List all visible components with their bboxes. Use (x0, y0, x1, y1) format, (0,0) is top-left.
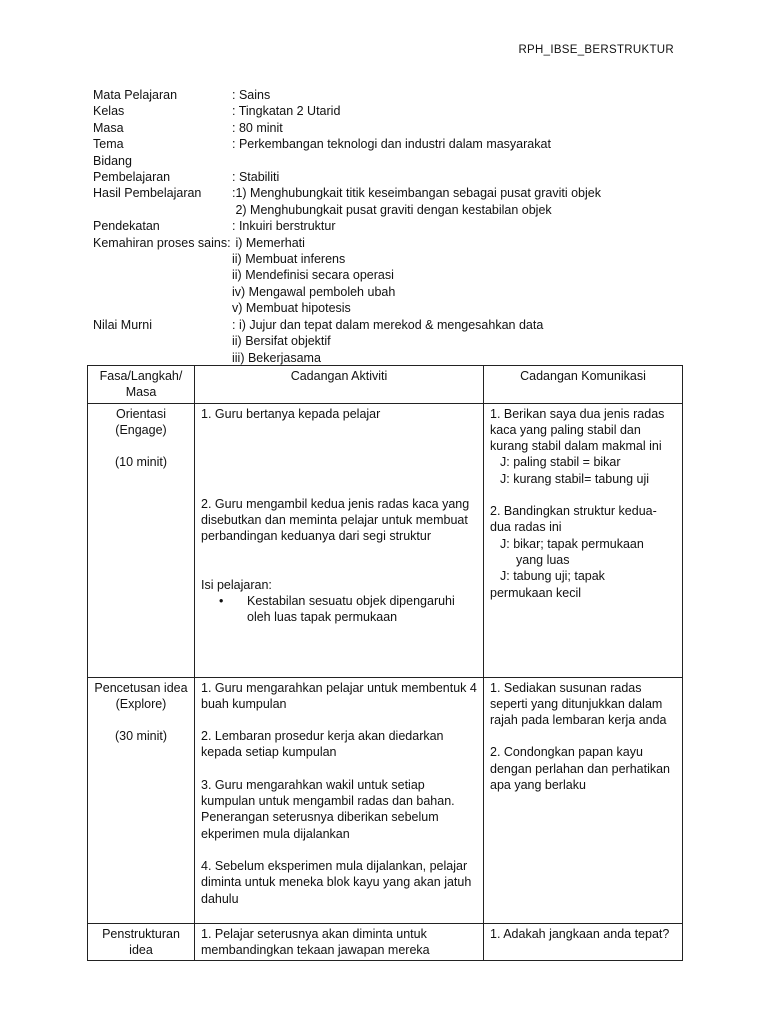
document-code: RPH_IBSE_BERSTRUKTUR (518, 44, 674, 56)
table-row-penstrukturan (88, 923, 683, 961)
header-communication: Cadangan Komunikasi (484, 366, 683, 404)
meta-value: : Stabiliti (232, 170, 280, 185)
answer-line: yang luas (516, 552, 570, 567)
meta-label: Pendekatan (93, 219, 160, 234)
meta-row (93, 251, 693, 267)
meta-row (93, 300, 693, 316)
activity-item: 1. Pelajar seterusnya akan diminta untuk membandingkan tekaan jawapan mereka (201, 926, 430, 957)
bullet-icon: • (219, 594, 224, 609)
meta-value: ii) Bersifat objektif (232, 334, 331, 349)
meta-row (93, 235, 693, 251)
activity-item: 2. Guru mengambil kedua jenis radas kaca yang disebutkan dan meminta pelajar untuk membuat perbandingan keduanya dari segi struktur (201, 496, 470, 544)
phase-cell (88, 403, 195, 677)
meta-label (93, 300, 232, 316)
meta-row (93, 284, 693, 300)
meta-row (93, 218, 693, 234)
communication-cell (484, 403, 683, 677)
answer-line: J: kurang stabil= tabung uji (500, 471, 650, 486)
activity-cell (195, 923, 484, 961)
meta-row (93, 202, 693, 218)
meta-row (93, 317, 693, 333)
meta-value: ii) Mendefinisi secara operasi (232, 268, 394, 283)
meta-row (93, 103, 693, 119)
meta-label: Tema (93, 137, 124, 152)
meta-row (93, 153, 693, 169)
answer-line: J: paling stabil = bikar (500, 455, 621, 470)
answer-line: J: bikar; tapak permukaan (500, 536, 644, 551)
activity-item: 1. Guru bertanya kepada pelajar (201, 406, 381, 421)
communication-item: 1. Sediakan susunan radas seperti yang ditunjukkan dalam rajah pada lembaran kerja anda (490, 680, 667, 728)
answer-line: permukaan kecil (490, 585, 582, 600)
phase-english: (Explore) (115, 696, 167, 711)
meta-row (93, 87, 693, 103)
meta-value: : Inkuiri berstruktur (232, 219, 336, 234)
lesson-content-label: Isi pelajaran: (201, 577, 272, 592)
lesson-metadata (93, 87, 693, 366)
phase-cell (88, 923, 195, 961)
meta-value: :1) Menghubungkait titik keseimbangan sebagai pusat graviti objek (232, 186, 601, 201)
meta-value: : Sains (232, 88, 271, 102)
meta-row (93, 185, 693, 201)
header-phase: Fasa/Langkah/ Masa (88, 366, 195, 404)
meta-value: iv) Mengawal pemboleh ubah (232, 284, 396, 299)
meta-label: Kelas (93, 104, 125, 119)
communication-item: 2. Bandingkan struktur kedua-dua radas ini (490, 504, 657, 535)
meta-value: iii) Bekerjasama (232, 350, 321, 365)
phase-english: (Engage) (115, 422, 167, 437)
meta-label (93, 202, 232, 218)
meta-label: Pembelajaran (93, 170, 171, 185)
meta-value: v) Membuat hipotesis (232, 301, 351, 316)
communication-item: 2. Condongkan papan kayu dengan perlahan dan perhatikan apa yang berlaku (490, 745, 671, 793)
meta-label: Masa (93, 120, 124, 135)
meta-label: Kemahiran proses sains: (93, 235, 231, 250)
meta-label (93, 267, 232, 283)
activity-cell (195, 677, 484, 923)
meta-row (93, 350, 693, 366)
meta-value: : Perkembangan teknologi dan industri dalam masyarakat (232, 137, 551, 152)
header-activity: Cadangan Aktiviti (195, 366, 484, 404)
meta-label (93, 284, 232, 300)
table-row-pencetusan (88, 677, 683, 923)
table-row-orientasi (88, 403, 683, 677)
activity-item: 1. Guru mengarahkan pelajar untuk membentuk 4 buah kumpulan (201, 680, 477, 711)
activity-item: 2. Lembaran prosedur kerja akan diedarkan kepada setiap kumpulan (201, 729, 444, 760)
meta-value: ii) Membuat inferens (232, 252, 346, 267)
meta-row (93, 333, 693, 349)
communication-item: 1. Adakah jangkaan anda tepat? (490, 926, 670, 941)
meta-row (93, 169, 693, 185)
communication-item: 1. Berikan saya dua jenis radas kaca yang paling stabil dan kurang stabil dalam makmal ini (490, 406, 665, 454)
table-header-row (88, 366, 683, 404)
meta-label (93, 350, 232, 366)
meta-value: i) Memerhati (232, 235, 305, 250)
meta-value: : 80 minit (232, 120, 283, 135)
meta-label: Nilai Murni (93, 317, 153, 332)
meta-row (93, 267, 693, 283)
meta-value (232, 153, 693, 169)
phase-name: Orientasi (115, 406, 167, 421)
meta-label (93, 333, 232, 349)
activity-item: 3. Guru mengarahkan wakil untuk setiap kumpulan untuk mengambil radas dan bahan. Penerangan seterusnya diberikan sebelum ekperimen mula dijalankan (201, 777, 455, 841)
phase-time: (30 minit) (114, 729, 168, 744)
lesson-plan-table (87, 365, 683, 961)
bullet-item (201, 593, 477, 626)
bullet-text: Kestabilan sesuatu objek dipengaruhi oleh luas tapak permukaan (247, 594, 455, 625)
meta-label: Bidang (93, 153, 132, 168)
meta-value: : Tingkatan 2 Utarid (232, 104, 341, 119)
meta-label (93, 251, 232, 267)
meta-value: 2) Menghubungkait pusat graviti dengan kestabilan objek (232, 202, 552, 217)
activity-item: 4. Sebelum eksperimen mula dijalankan, pelajar diminta untuk meneka blok kayu yang akan jatuh dahulu (201, 858, 472, 906)
communication-cell (484, 923, 683, 961)
communication-cell (484, 677, 683, 923)
meta-value: : i) Jujur dan tepat dalam merekod & mengesahkan data (232, 317, 544, 332)
phase-cell (88, 677, 195, 923)
phase-name: Pencetusan idea (94, 680, 188, 695)
meta-label: Mata Pelajaran (93, 88, 178, 102)
phase-name: Penstrukturan idea (102, 926, 180, 957)
activity-cell (195, 403, 484, 677)
phase-time: (10 minit) (114, 455, 168, 470)
meta-label: Hasil Pembelajaran (93, 186, 202, 201)
answer-line: J: tabung uji; tapak (500, 569, 605, 584)
meta-row (93, 120, 693, 136)
meta-row (93, 136, 693, 152)
